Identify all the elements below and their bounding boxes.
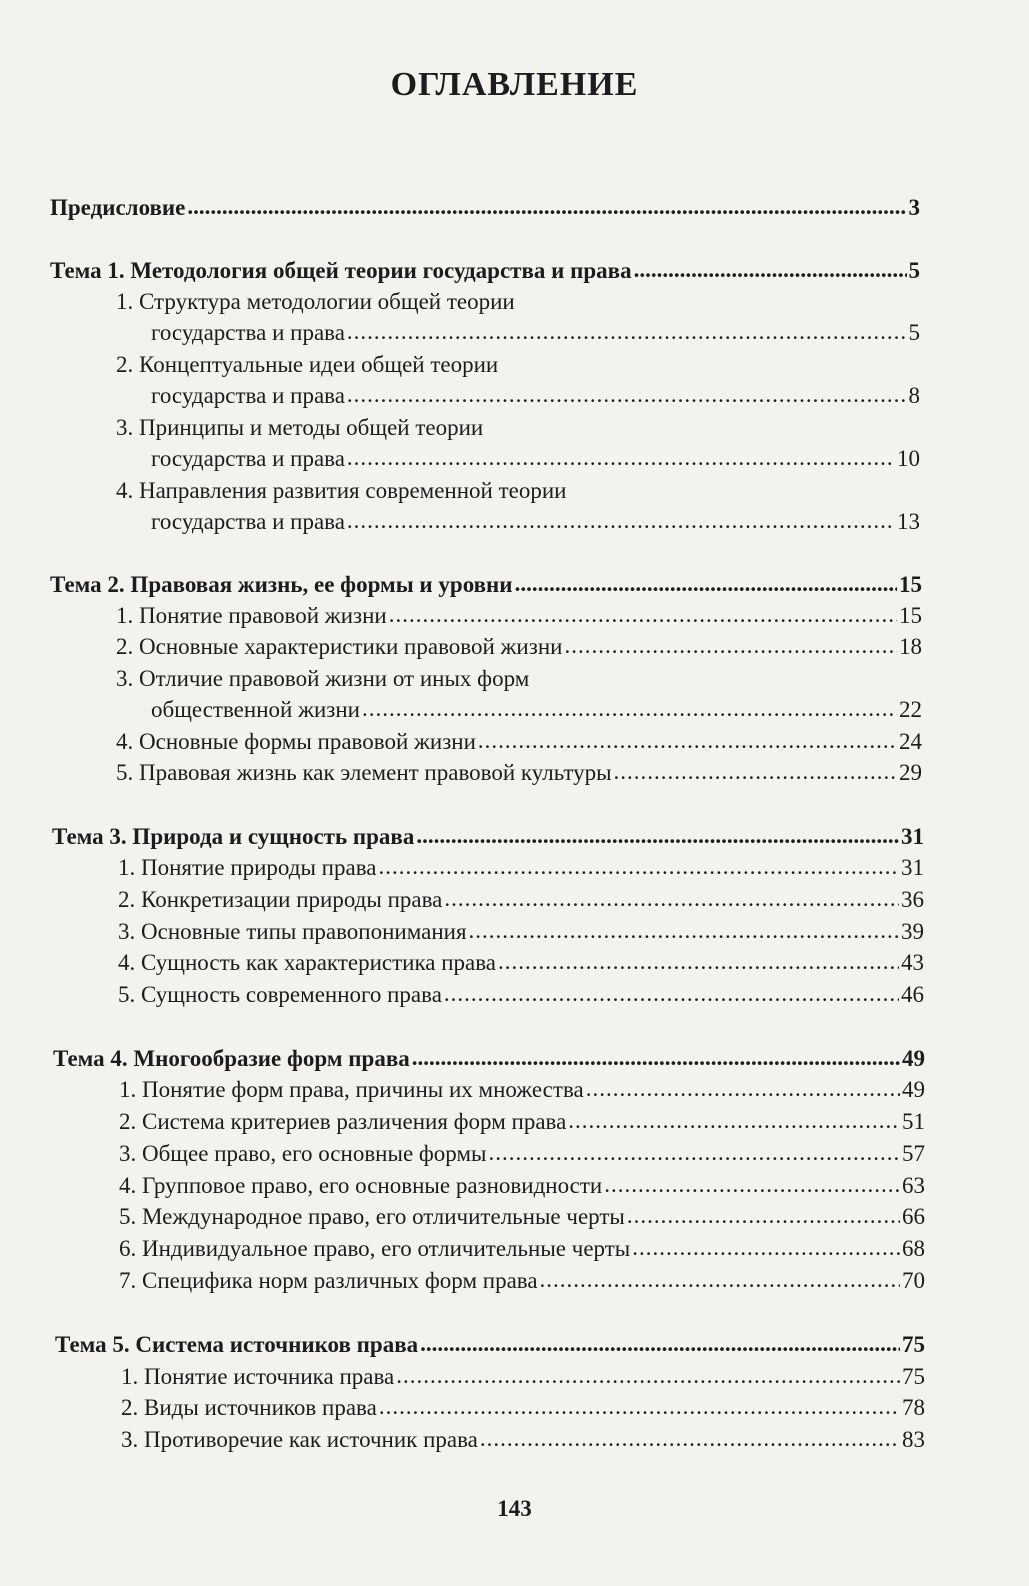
toc-item[interactable] xyxy=(119,1265,925,1297)
dot-leader xyxy=(586,1073,900,1105)
toc-item[interactable] xyxy=(151,506,920,538)
page-number: 143 xyxy=(497,1496,532,1521)
toc-entry-label: Предисловие xyxy=(50,195,186,220)
toc-item[interactable] xyxy=(121,1424,925,1456)
toc-topic-label: Тема 3. Природа и сущность права xyxy=(52,824,415,849)
toc-topic-1[interactable] xyxy=(50,255,920,287)
toc-item-page: 24 xyxy=(899,729,922,754)
toc-item-label: общественной жизни xyxy=(151,697,360,722)
toc-item-page: 39 xyxy=(901,919,924,944)
toc-item-page: 83 xyxy=(902,1427,925,1452)
toc-item-label: 1. Понятие правовой жизни xyxy=(116,603,387,628)
dot-leader xyxy=(396,1360,900,1392)
dot-leader xyxy=(347,379,907,411)
dot-leader xyxy=(444,978,899,1010)
toc-item-page: 78 xyxy=(902,1395,925,1420)
toc-item-page: 46 xyxy=(901,982,924,1007)
toc-item-page: 57 xyxy=(902,1141,925,1166)
toc-topic-5[interactable] xyxy=(55,1329,925,1361)
toc-topic-label: Тема 1. Методология общей теории государства и права xyxy=(50,258,632,283)
toc-item-label: 5. Правовая жизнь как элемент правовой культуры xyxy=(116,760,612,785)
toc-item-line[interactable]: 4. Направления развития современной теории xyxy=(116,478,567,503)
toc-topic-page: 75 xyxy=(902,1332,925,1357)
toc-item[interactable] xyxy=(119,1138,925,1170)
toc-topic-label: Тема 4. Многообразие форм права xyxy=(53,1046,410,1071)
toc-item[interactable] xyxy=(151,443,920,475)
toc-item-label: 2. Основные характеристики правовой жизни xyxy=(116,634,563,659)
dot-leader xyxy=(347,442,895,474)
toc-item-page: 13 xyxy=(897,509,920,534)
toc-item[interactable] xyxy=(118,916,924,948)
dot-leader xyxy=(568,1105,900,1137)
toc-item-label: 6. Индивидуальное право, его отличительные черты xyxy=(119,1236,631,1261)
toc-item[interactable] xyxy=(151,317,920,349)
dot-leader xyxy=(488,1137,900,1169)
dot-leader xyxy=(540,1264,900,1296)
toc-topic-page: 31 xyxy=(901,824,924,849)
toc-item-label: государства и права xyxy=(151,320,345,345)
toc-item-label: 4. Сущность как характеристика права xyxy=(118,950,497,975)
toc-item-label: 1. Понятие форм права, причины их множества xyxy=(119,1077,584,1102)
toc-topic-label: Тема 5. Система источников права xyxy=(55,1332,419,1357)
toc-item-page: 63 xyxy=(902,1173,925,1198)
toc-item[interactable] xyxy=(119,1233,925,1265)
dot-leader xyxy=(187,191,906,223)
dot-leader xyxy=(362,693,897,725)
dot-leader xyxy=(604,1169,900,1201)
toc-item-label: 4. Групповое право, его основные разновидности xyxy=(119,1173,603,1198)
toc-item-label: 5. Международное право, его отличительные черты xyxy=(119,1204,625,1229)
dot-leader xyxy=(416,820,899,852)
toc-item-page: 49 xyxy=(902,1077,925,1102)
dot-leader xyxy=(564,630,897,662)
toc-item[interactable] xyxy=(116,631,922,663)
toc-item-page: 70 xyxy=(902,1268,925,1293)
toc-item-page: 18 xyxy=(899,634,922,659)
toc-item[interactable] xyxy=(151,380,920,412)
page-title: ОГЛАВЛЕНИЕ xyxy=(390,66,639,103)
toc-topic-page: 49 xyxy=(902,1046,925,1071)
toc-topic-page: 15 xyxy=(899,572,922,597)
dot-leader xyxy=(634,254,907,286)
toc-item-label: государства и права xyxy=(151,383,345,408)
toc-topic-label: Тема 2. Правовая жизнь, ее формы и уровни xyxy=(50,572,513,597)
dot-leader xyxy=(614,756,897,788)
dot-leader xyxy=(632,1232,900,1264)
toc-item-page: 75 xyxy=(902,1364,925,1389)
toc-item[interactable] xyxy=(116,726,922,758)
toc-item-label: 2. Виды источников права xyxy=(121,1395,377,1420)
toc-topic-page: 5 xyxy=(908,258,920,283)
dot-leader xyxy=(412,1042,900,1074)
dot-leader xyxy=(478,725,897,757)
toc-item-label: 1. Понятие природы права xyxy=(118,855,377,880)
toc-item-label: 2. Система критериев различения форм права xyxy=(119,1109,567,1134)
dot-leader xyxy=(379,1391,900,1423)
toc-item-page: 10 xyxy=(897,446,920,471)
toc-item-line[interactable]: 3. Отличие правовой жизни от иных форм xyxy=(116,666,530,691)
toc-item-page: 22 xyxy=(899,697,922,722)
toc-item[interactable] xyxy=(118,979,924,1011)
toc-item[interactable] xyxy=(119,1201,925,1233)
toc-entry-preface[interactable] xyxy=(50,192,920,224)
toc-item-label: 3. Противоречие как источник права xyxy=(121,1427,478,1452)
toc-item-label: 5. Сущность современного права xyxy=(118,982,442,1007)
toc-item-label: 1. Понятие источника права xyxy=(121,1364,395,1389)
dot-leader xyxy=(469,915,899,947)
dot-leader xyxy=(515,568,897,600)
dot-leader xyxy=(347,316,907,348)
toc-item-label: 7. Специфика норм различных форм права xyxy=(119,1268,538,1293)
dot-leader xyxy=(480,1423,900,1455)
toc-item-page: 8 xyxy=(908,383,920,408)
dot-leader xyxy=(498,946,899,978)
toc-item[interactable] xyxy=(119,1170,925,1202)
dot-leader xyxy=(347,505,895,537)
toc-item-page: 36 xyxy=(901,887,924,912)
toc-item[interactable] xyxy=(118,884,924,916)
toc-item-label: 2. Конкретизации природы права xyxy=(118,887,443,912)
toc-item-page: 5 xyxy=(908,320,920,345)
toc-item-line[interactable]: 2. Концептуальные идеи общей теории xyxy=(116,352,499,377)
toc-item-page: 43 xyxy=(901,950,924,975)
dot-leader xyxy=(378,851,899,883)
toc-item-page: 29 xyxy=(899,760,922,785)
dot-leader xyxy=(627,1200,900,1232)
dot-leader xyxy=(389,599,897,631)
dot-leader xyxy=(444,883,899,915)
toc-item-label: государства и права xyxy=(151,446,345,471)
toc-topic-4[interactable] xyxy=(53,1043,925,1075)
toc-item[interactable] xyxy=(121,1361,925,1393)
toc-item-label: 3. Общее право, его основные формы xyxy=(119,1141,487,1166)
toc-item[interactable] xyxy=(118,947,924,979)
toc-item[interactable] xyxy=(121,1392,925,1424)
toc-topic-3[interactable] xyxy=(52,821,924,853)
toc-item[interactable] xyxy=(151,694,922,726)
toc-item-label: государства и права xyxy=(151,509,345,534)
toc-item-label: 3. Основные типы правопонимания xyxy=(118,919,467,944)
toc-item[interactable] xyxy=(116,600,922,632)
toc-topic-2[interactable] xyxy=(50,569,922,601)
toc-item-page: 51 xyxy=(902,1109,925,1134)
toc-entry-page: 3 xyxy=(908,195,920,220)
toc-item-page: 31 xyxy=(901,855,924,880)
toc-item[interactable] xyxy=(116,757,922,789)
toc-item-line[interactable]: 3. Принципы и методы общей теории xyxy=(116,415,484,440)
toc-item[interactable] xyxy=(119,1074,925,1106)
dot-leader xyxy=(420,1328,900,1360)
toc-item-page: 15 xyxy=(899,603,922,628)
toc-item-line[interactable]: 1. Структура методологии общей теории xyxy=(116,289,515,314)
toc-item-page: 68 xyxy=(902,1236,925,1261)
toc-item[interactable] xyxy=(119,1106,925,1138)
toc-item-page: 66 xyxy=(902,1204,925,1229)
toc-item-label: 4. Основные формы правовой жизни xyxy=(116,729,476,754)
toc-item[interactable] xyxy=(118,852,924,884)
